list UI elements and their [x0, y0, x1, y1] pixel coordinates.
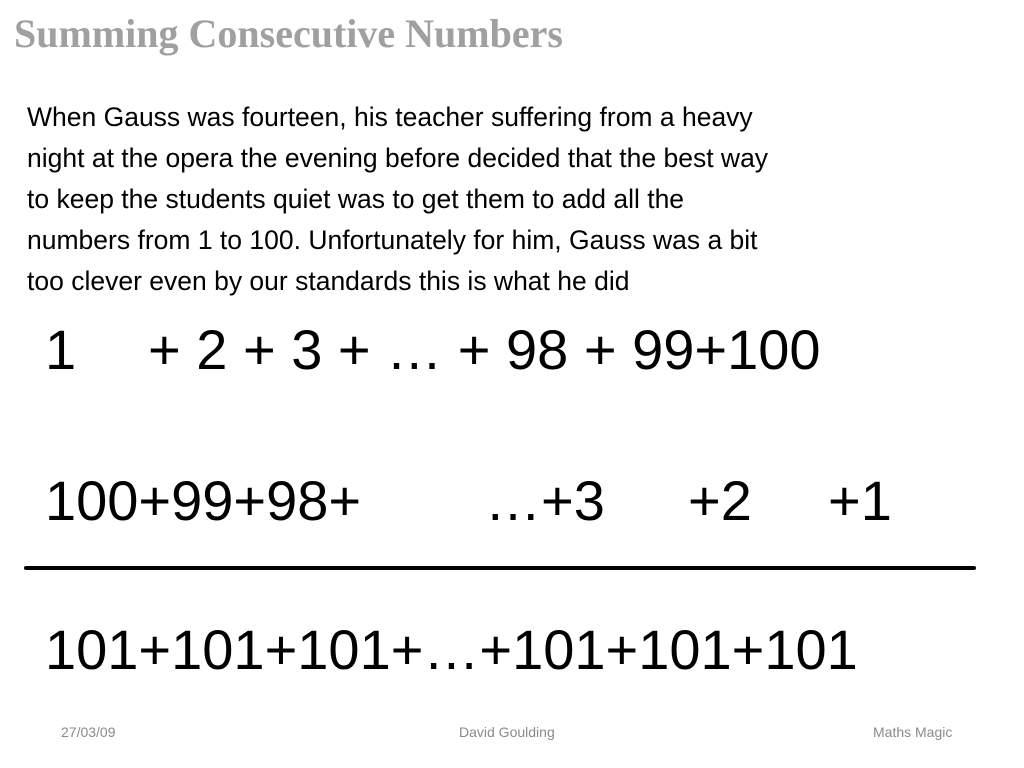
intro-line: numbers from 1 to 100. Unfortunately for him, Gauss was a bit: [27, 225, 758, 255]
slide-title: Summing Consecutive Numbers: [14, 11, 563, 56]
intro-line: night at the opera the evening before decided that the best way: [27, 143, 769, 173]
sum-row-reverse-term-1: +1: [828, 469, 892, 532]
intro-line: to keep the students quiet was to get them to add all the: [27, 184, 685, 214]
sum-row-total: 101+101+101+…+101+101+101: [45, 618, 858, 681]
intro-paragraph: [27, 97, 997, 302]
sum-row-forward-rest: + 2 + 3 + … + 98 + 99+100: [148, 318, 821, 381]
sum-row-reverse-ellipsis-term: …+3: [485, 469, 605, 532]
sum-divider-line: [24, 566, 976, 570]
intro-line: When Gauss was fourteen, his teacher suffering from a heavy: [27, 102, 753, 132]
footer-topic: Maths Magic: [873, 724, 953, 740]
sum-row-forward-first-term: 1: [45, 318, 77, 381]
intro-line: too clever even by our standards this is what he did: [27, 266, 630, 296]
footer-date: 27/03/09: [61, 724, 116, 740]
footer-author: David Goulding: [459, 724, 555, 740]
sum-row-reverse-start: 100+99+98+: [45, 469, 362, 532]
sum-row-reverse-term-2: +2: [688, 469, 752, 532]
